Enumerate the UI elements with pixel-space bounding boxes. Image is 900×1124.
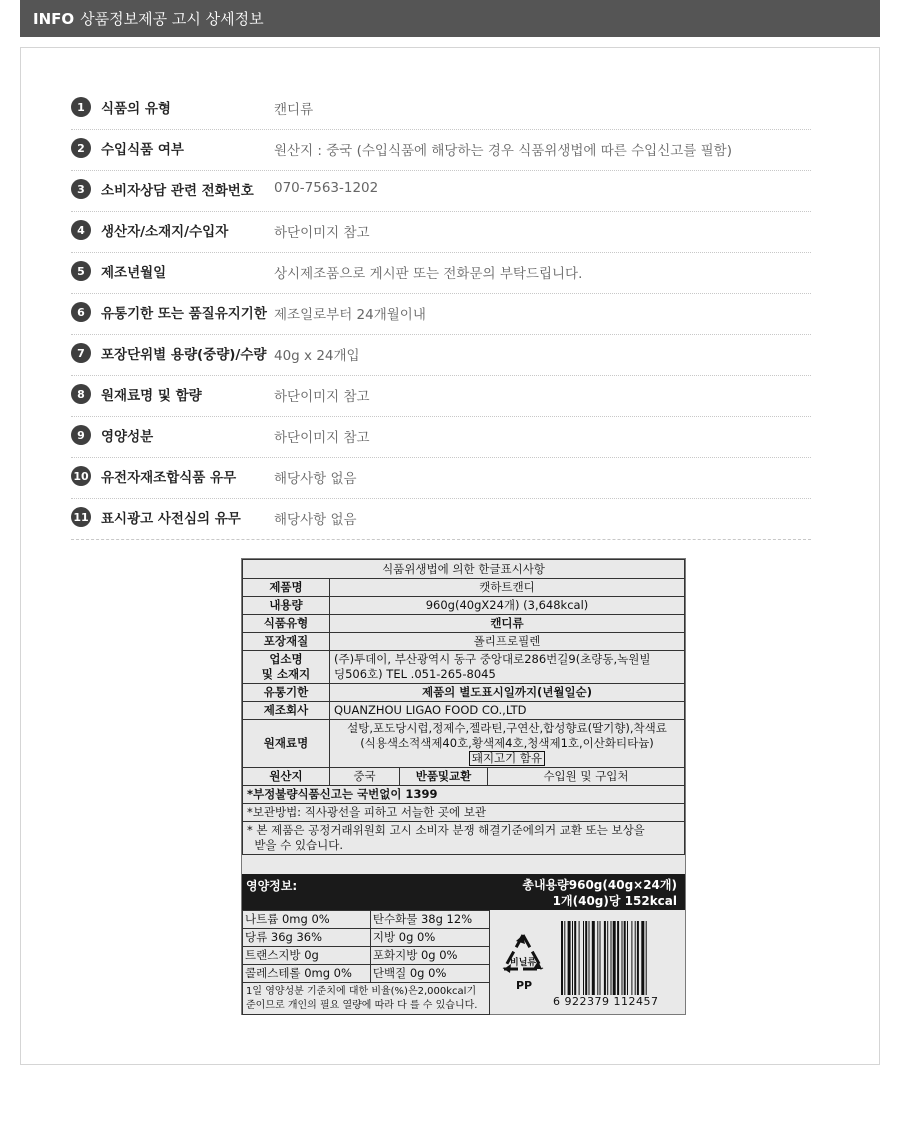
recycle-icon [494,931,552,995]
info-label: 영양성분 [101,429,154,445]
info-label: 수입식품 여부 [101,142,184,158]
product-label-image [241,558,686,1015]
info-row [71,499,811,540]
ingredients-line: (식용색소적색제40호,황색제4호,청색제1호,이산화티타늄) [360,736,654,750]
label-key-line: 업소명 [269,652,303,666]
nutrition-footnote-line: 준이므로 개인의 필요 열량에 따라 다 를 수 있습니다. [246,1000,478,1011]
info-value: 해당사항 없음 [274,512,357,528]
nutrition-table [242,910,490,983]
number-badge: 11 [71,507,91,527]
nutrition-cell: 지방 0g 0% [370,929,489,947]
label-key: 내용량 [243,597,330,615]
info-value: 캔디류 [274,102,314,118]
number-badge: 6 [71,302,91,322]
number-badge: 5 [71,261,91,281]
nutrition-row [243,929,490,947]
label-value: 폴리프로필렌 [330,633,685,651]
label-key: 제품명 [243,579,330,597]
label-key-line: 및 소재지 [261,667,311,681]
nutrition-footnote-line: 1일 영양성분 기준치에 대한 비율(%)은2,000kcal기 [246,986,477,997]
label-key: 포장재질 [243,633,330,651]
nutrition-cell: 단백질 0g 0% [370,965,489,983]
info-label: 제조년월일 [101,265,167,281]
label-key: 원산지 [243,768,330,786]
info-row [71,458,811,499]
number-badge: 4 [71,220,91,240]
company-line: (주)투데이, 부산광역시 동구 중앙대로286번길9(초량동,녹원빌 [334,652,651,666]
header-bar [20,0,880,37]
label-note-line: 받을 수 있습니다. [254,838,344,852]
label-key [243,651,330,684]
info-row [71,89,811,130]
nutrition-cell: 포화지방 0g 0% [370,947,489,965]
info-label: 원재료명 및 함량 [101,388,202,404]
recycle-text: 비닐류 [510,958,537,968]
info-label: 표시광고 사전심의 유무 [101,511,241,527]
number-badge: 10 [71,466,91,486]
label-note [243,822,685,855]
info-row [71,417,811,458]
allergen-box: 돼지고기 함유 [469,751,545,766]
info-label: 포장단위별 용량(중량)/수량 [101,347,267,363]
info-value: 하단이미지 참고 [274,225,370,241]
label-note-line: * 본 제품은 공정거래위원회 고시 소비자 분쟁 해결기준에의거 교환 또는 보상을 [247,823,645,837]
number-badge: 9 [71,425,91,445]
info-label: 식품의 유형 [101,101,171,117]
nutrition-row [243,911,490,929]
info-row [71,130,811,171]
number-badge: 8 [71,384,91,404]
ingredients-line: 설탕,포도당시럽,정제수,젤라틴,구연산,합성향료(딸기향),착색료 [347,721,667,735]
nutrition-per-unit: 1개(40g)당 152kcal [552,894,677,908]
info-row [71,294,811,335]
label-key: 원재료명 [243,720,330,768]
nutrition-row [243,947,490,965]
info-value: 원산지 : 중국 (수입식품에 해당하는 경우 식품위생법에 따른 수입신고를 필함) [274,143,732,159]
info-row [71,253,811,294]
label-key: 제조회사 [243,702,330,720]
nutrition-title: 영양정보: [246,879,298,893]
barcode-bars-icon [561,921,677,995]
company-line: 딩506호) TEL .051-265-8045 [334,667,496,681]
label-value: 수입원 및 구입처 [488,768,685,786]
nutrition-cell: 트랜스지방 0g [243,947,371,965]
label-value: 캣하트캔디 [330,579,685,597]
info-value: 하단이미지 참고 [274,430,370,446]
info-value: 070-7563-1202 [274,180,379,196]
header-info-label: INFO [33,9,75,28]
number-badge: 1 [71,97,91,117]
info-row [71,171,811,212]
nutrition-cell: 콜레스테롤 0mg 0% [243,965,371,983]
label-value: QUANZHOU LIGAO FOOD CO.,LTD [330,702,685,720]
info-value: 상시제조품으로 게시판 또는 전화문의 부탁드립니다. [274,266,583,282]
label-value: 캔디류 [330,615,685,633]
label-value: 960g(40gX24개) (3,648kcal) [330,597,685,615]
label-title: 식품위생법에 의한 한글표시사항 [243,560,685,579]
number-badge: 3 [71,179,91,199]
info-row [71,212,811,253]
info-value: 제조일로부터 24개월이내 [274,307,426,323]
label-value [330,651,685,684]
number-badge: 2 [71,138,91,158]
label-key: 식품유형 [243,615,330,633]
info-label: 생산자/소재지/수입자 [101,224,229,240]
info-label: 유전자재조합식품 유무 [101,470,237,486]
nutrition-total: 총내용량960g(40g×24개) [522,878,677,892]
label-key: 유통기한 [243,684,330,702]
number-badge: 7 [71,343,91,363]
nutrition-cell: 나트륨 0mg 0% [243,911,371,929]
info-value: 해당사항 없음 [274,471,357,487]
info-label: 유통기한 또는 품질유지기한 [101,306,267,322]
barcode-digits: 6 922379 112457 [553,995,659,1008]
info-value: 40g x 24개입 [274,348,360,364]
header-title: 상품정보제공 고시 상세정보 [80,10,264,28]
label-table [242,559,685,855]
info-row [71,376,811,417]
nutrition-row [243,965,490,983]
nutrition-cell: 당류 36g 36% [243,929,371,947]
nutrition-footnote [242,982,490,1015]
label-value: 제품의 별도표시일까지(년월일순) [330,684,685,702]
label-value [330,720,685,768]
barcode [553,919,681,1011]
nutrition-header [242,874,685,910]
info-row [71,335,811,376]
info-list [71,89,811,540]
label-value: 중국 [330,768,400,786]
recycle-material: PP [516,979,533,992]
nutrition-cell: 탄수화물 38g 12% [370,911,489,929]
label-key: 반품및교환 [400,768,488,786]
info-label: 소비자상담 관련 전화번호 [101,183,254,199]
label-note: *보관방법: 직사광선을 피하고 서늘한 곳에 보관 [243,804,685,822]
info-value: 하단이미지 참고 [274,389,370,405]
label-note: *부정불량식품신고는 국번없이 1399 [243,786,685,804]
